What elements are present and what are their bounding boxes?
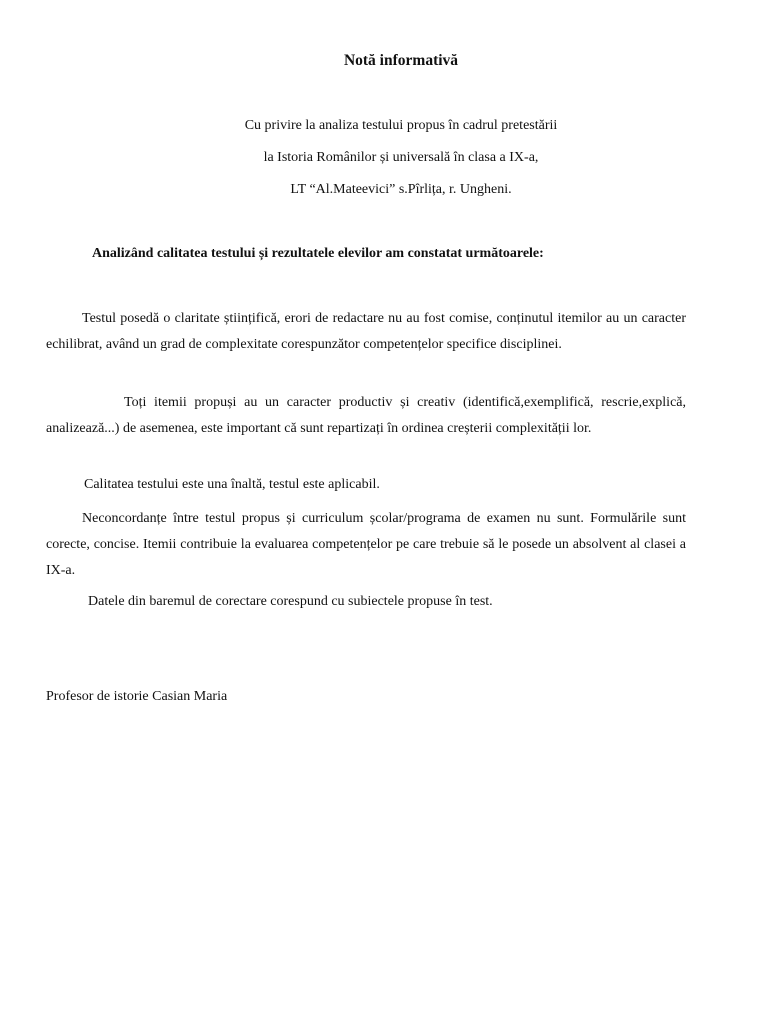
subtitle-line-1: Cu privire la analiza testului propus în cadrul pretestării <box>244 118 558 133</box>
paragraph-2-text: Toți itemii propuși au un caracter productiv și creativ (identifică,exemplifică, rescrie,explică, analizează...) de asemenea, este important că sunt repartizați în ordinea creșterii complexității lor. <box>46 395 686 436</box>
paragraph-1-text: Testul posedă o claritate științifică, erori de redactare nu au fost comise, conținutul itemilor au un caracter echilibrat, având un grad de complexitate corespunzător competențelor specifice disciplinei. <box>46 311 686 352</box>
paragraph-4-text: Neconcordanțe între testul propus și curriculum școlar/programa de examen nu sunt. Formulările sunt corecte, concise. Itemii contribuie la evaluarea competențelor pe care trebuie să le posede un absolvent al clasei a IX-a. <box>46 511 686 578</box>
paragraph-5 <box>46 589 686 615</box>
document-title: Notă informativă <box>343 52 459 69</box>
section-heading: Analizând calitatea testului și rezultatele elevilor am constatat următoarele: <box>92 246 544 261</box>
signature: Profesor de istorie Casian Maria <box>46 689 228 704</box>
paragraph-2 <box>46 390 686 442</box>
paragraph-5-text: Datele din baremul de corectare corespund cu subiectele propuse în test. <box>88 594 493 609</box>
paragraph-3-text: Calitatea testului este una înaltă, testul este aplicabil. <box>84 477 380 492</box>
subtitle-line-2: la Istoria Românilor și universală în clasa a IX-a, <box>263 150 539 165</box>
paragraph-1 <box>46 306 686 358</box>
subtitle-line-3: LT “Al.Mateevici” s.Pîrlița, r. Ungheni. <box>290 182 512 197</box>
paragraph-4 <box>46 506 686 584</box>
paragraph-3 <box>46 472 686 498</box>
